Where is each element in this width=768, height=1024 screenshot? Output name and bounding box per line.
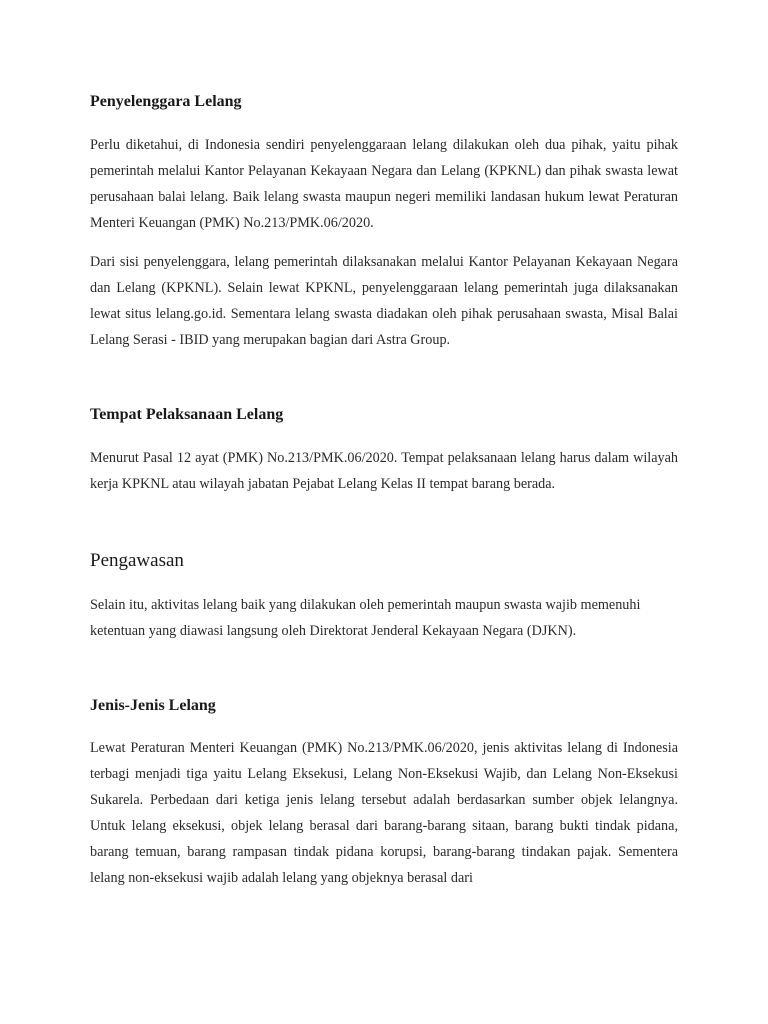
heading-tempat-pelaksanaan: Tempat Pelaksanaan Lelang [90, 406, 284, 423]
paragraph-penyelenggara-1: Perlu diketahui, di Indonesia sendiri penyelenggaraan lelang dilakukan oleh dua pihak, yaitu pihak pemerintah melalui Kantor Pelayanan Kekayaan Negara dan Lelang (KPKNL) dan pihak swasta lewat perusahaan balai lelang. Baik lelang swasta maupun negeri memiliki landasan hukum lewat Peraturan Menteri Keuangan (PMK) No.213/PMK.06/2020. [90, 137, 678, 231]
paragraph-jenis-jenis-lelang: Lewat Peraturan Menteri Keuangan (PMK) No.213/PMK.06/2020, jenis aktivitas lelang di Indonesia terbagi menjadi tiga yaitu Lelang Eksekusi, Lelang Non-Eksekusi Wajib, dan Lelang Non-Eksekusi Sukarela. Perbedaan dari ketiga jenis lelang tersebut adalah berdasarkan sumber objek lelangnya. Untuk lelang eksekusi, objek lelang berasal dari barang-barang sitaan, barang bukti tindak pidana, barang temuan, barang rampasan tindak pidana korupsi, barang-barang tindakan pajak. Sementera lelang non-eksekusi wajib adalah lelang yang objeknya berasal dari [90, 740, 678, 886]
heading-jenis-jenis-lelang: Jenis-Jenis Lelang [90, 697, 216, 714]
paragraph-tempat-pelaksanaan: Menurut Pasal 12 ayat (PMK) No.213/PMK.06/2020. Tempat pelaksanaan lelang harus dalam wilayah kerja KPKNL atau wilayah jabatan Pejabat Lelang Kelas II tempat barang berada. [90, 450, 678, 492]
heading-penyelenggara-lelang: Penyelenggara Lelang [90, 93, 242, 110]
heading-pengawasan: Pengawasan [90, 550, 184, 571]
paragraph-penyelenggara-2: Dari sisi penyelenggara, lelang pemerintah dilaksanakan melalui Kantor Pelayanan Kekayaan Negara dan Lelang (KPKNL). Selain lewat KPKNL, penyelenggaraan lelang pemerintah juga dilaksanakan lewat situs lelang.go.id. Sementara lelang swasta diadakan oleh pihak perusahaan swasta, Misal Balai Lelang Serasi - IBID yang merupakan bagian dari Astra Group. [90, 254, 678, 348]
paragraph-pengawasan: Selain itu, aktivitas lelang baik yang dilakukan oleh pemerintah maupun swasta wajib memenuhi ketentuan yang diawasi langsung oleh Direktorat Jenderal Kekayaan Negara (DJKN). [90, 597, 641, 639]
